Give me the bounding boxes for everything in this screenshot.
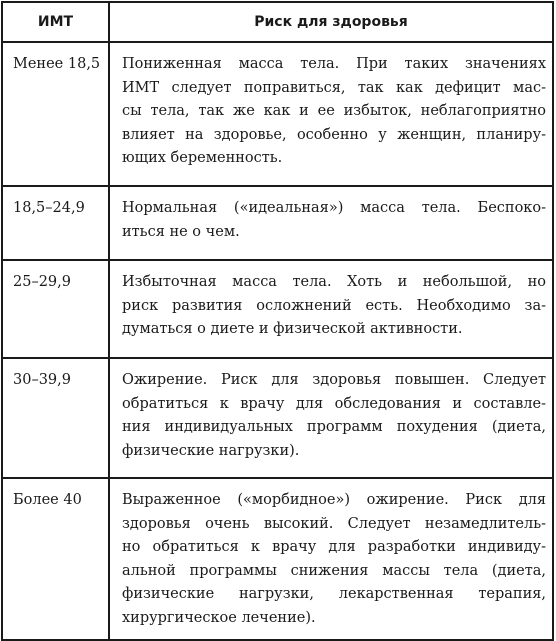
risk-text-line: хирургическое лечение).	[122, 609, 316, 626]
risk-text-line: иться не о чем.	[122, 223, 240, 240]
risk-text-line: но обратиться к врачу для разработки индивиду-	[122, 539, 546, 556]
table-row	[2, 186, 553, 260]
table-row	[2, 42, 553, 186]
bmi-range-cell: 25–29,9	[2, 260, 109, 358]
risk-text-line: Выраженное («морбидное») ожирение. Риск для	[122, 492, 546, 508]
risk-text-line: физические нагрузки).	[122, 442, 300, 459]
risk-text-line: сы тела, так же как и ее избыток, неблагоприятно	[122, 103, 546, 120]
risk-text-line: ния индивидуальных программ похудения (диета,	[122, 419, 546, 436]
bmi-range-cell: Менее 18,5	[2, 42, 109, 186]
risk-description-cell	[109, 42, 553, 186]
bmi-range-cell: Более 40	[2, 478, 109, 640]
table-header	[2, 2, 553, 42]
risk-text-line: здоровья очень высокий. Следует незамедлитель-	[122, 515, 546, 532]
risk-text-line: физические нагрузки, лекарственная терапия,	[122, 586, 546, 603]
risk-text-line: Нормальная («идеальная») масса тела. Беспоко-	[122, 200, 546, 216]
risk-text-line: Ожирение. Риск для здоровья повышен. Следует	[122, 372, 546, 388]
risk-text-line: ИМТ следует поправиться, так как дефицит мас-	[122, 79, 546, 96]
table-body	[2, 42, 553, 640]
risk-description-cell	[109, 260, 553, 358]
header-row	[2, 2, 553, 42]
risk-text-line: альной программы снижения массы тела (диета,	[122, 562, 546, 579]
risk-description-cell	[109, 358, 553, 478]
risk-text-line: влияет на здоровье, особенно у женщин, планиру-	[122, 126, 546, 143]
table-row	[2, 260, 553, 358]
risk-text-line: думаться о диете и физической активности.	[122, 321, 463, 338]
risk-description-cell	[109, 186, 553, 260]
bmi-range-cell: 30–39,9	[2, 358, 109, 478]
bmi-range-cell: 18,5–24,9	[2, 186, 109, 260]
risk-text-line: риск развития осложнений есть. Необходимо за-	[122, 297, 546, 314]
header-risk: Риск для здоровья	[109, 2, 553, 42]
risk-text-line: Избыточная масса тела. Хоть и небольшой, но	[122, 274, 546, 290]
risk-text-line: ющих беременность.	[122, 150, 283, 167]
table-row	[2, 358, 553, 478]
header-bmi: ИМТ	[2, 2, 109, 42]
risk-text-line: Пониженная масса тела. При таких значениях	[122, 56, 546, 72]
bmi-risk-table	[1, 1, 554, 641]
risk-description-cell	[109, 478, 553, 640]
risk-text-line: обратиться к врачу для обследования и составле-	[122, 395, 546, 412]
table-row	[2, 478, 553, 640]
